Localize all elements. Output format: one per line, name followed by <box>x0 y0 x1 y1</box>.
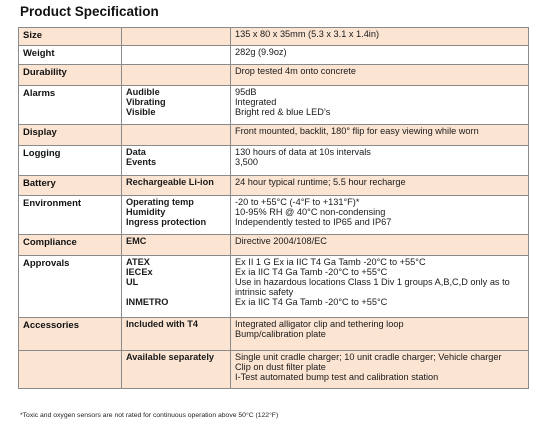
spec-values <box>231 146 529 176</box>
spec-value: -20 to +55°C (-4°F to +131°F)* <box>235 197 360 207</box>
spec-values <box>231 125 529 146</box>
spec-sublabels <box>122 318 231 351</box>
spec-values <box>231 65 529 86</box>
spec-row <box>19 125 529 146</box>
spec-label: Accessories <box>19 318 122 351</box>
spec-sublabel: Available separately <box>126 352 215 362</box>
spec-values <box>231 196 529 235</box>
spec-value: Drop tested 4m onto concrete <box>235 66 357 76</box>
spec-row <box>19 146 529 176</box>
spec-row <box>19 86 529 125</box>
spec-value: Integrated alligator clip and tethering loop <box>235 319 404 329</box>
spec-sublabels <box>122 86 231 125</box>
spec-value: 130 hours of data at 10s intervals <box>235 147 371 157</box>
spec-values <box>231 176 529 196</box>
spec-sublabels <box>122 256 231 318</box>
spec-label: Approvals <box>19 256 122 318</box>
spec-sublabel: IECEx <box>126 267 153 277</box>
spec-value: I-Test automated bump test and calibration station <box>235 372 439 382</box>
spec-values <box>231 46 529 65</box>
spec-sublabels <box>122 196 231 235</box>
footnote: *Toxic and oxygen sensors are not rated for continuous operation above 50°C (122°F) <box>20 412 279 419</box>
spec-sublabels <box>122 146 231 176</box>
spec-value: Ex ia IIC T4 Ga Tamb -20°C to +55°C <box>235 297 388 307</box>
spec-value: intrinsic safety <box>235 287 294 297</box>
spec-value: Clip on dust filter plate <box>235 362 326 372</box>
spec-row <box>19 235 529 256</box>
spec-row <box>19 256 529 318</box>
spec-value: Directive 2004/108/EC <box>235 236 327 246</box>
spec-value: Bright red & blue LED’s <box>235 107 331 117</box>
spec-value: Ex ia IIC T4 Ga Tamb -20°C to +55°C <box>235 267 388 277</box>
spec-value: Integrated <box>235 97 277 107</box>
page-title: Product Specification <box>20 4 159 19</box>
spec-sublabel: Ingress protection <box>126 217 207 227</box>
spec-sublabel: Included with T4 <box>126 319 198 329</box>
spec-label: Weight <box>19 46 122 65</box>
spec-label: Display <box>19 125 122 146</box>
spec-value: 95dB <box>235 87 257 97</box>
spec-sublabel: Operating temp <box>126 197 194 207</box>
spec-label: Battery <box>19 176 122 196</box>
spec-sublabel: Data <box>126 147 146 157</box>
spec-sublabel: EMC <box>126 236 147 246</box>
spec-value: 135 x 80 x 35mm (5.3 x 3.1 x 1.4in) <box>235 29 380 39</box>
spec-row <box>19 28 529 46</box>
spec-sublabel: Visible <box>126 107 156 117</box>
spec-label: Logging <box>19 146 122 176</box>
spec-sublabels <box>122 65 231 86</box>
spec-value: Single unit cradle charger; 10 unit cradle charger; Vehicle charger <box>235 352 502 362</box>
spec-sublabel: Audible <box>126 87 160 97</box>
spec-sublabels <box>122 46 231 65</box>
spec-row <box>19 196 529 235</box>
spec-label <box>19 351 122 389</box>
spec-label: Environment <box>19 196 122 235</box>
spec-row <box>19 46 529 65</box>
spec-values <box>231 235 529 256</box>
spec-values <box>231 256 529 318</box>
spec-sublabel <box>126 287 226 297</box>
spec-row <box>19 318 529 351</box>
spec-label: Compliance <box>19 235 122 256</box>
spec-table <box>18 27 529 389</box>
spec-label: Size <box>19 28 122 46</box>
spec-row <box>19 176 529 196</box>
spec-value: 24 hour typical runtime; 5.5 hour recharge <box>235 177 406 187</box>
spec-value: 282g (9.9oz) <box>235 47 287 57</box>
spec-sublabel: INMETRO <box>126 297 169 307</box>
spec-sublabels <box>122 28 231 46</box>
spec-sublabel: UL <box>126 277 139 287</box>
spec-row <box>19 351 529 389</box>
spec-value: Front mounted, backlit, 180° flip for easy viewing while worn <box>235 126 479 136</box>
spec-sublabel: ATEX <box>126 257 150 267</box>
spec-sublabels <box>122 351 231 389</box>
spec-value: 10-95% RH @ 40°C non-condensing <box>235 207 386 217</box>
spec-value: 3,500 <box>235 157 258 167</box>
spec-value: Ex II 1 G Ex ia IIC T4 Ga Tamb -20°C to +55°C <box>235 257 426 267</box>
spec-label: Durability <box>19 65 122 86</box>
spec-sublabel: Humidity <box>126 207 166 217</box>
spec-sublabel: Rechargeable Li-ion <box>126 177 214 187</box>
spec-sublabels <box>122 125 231 146</box>
spec-values <box>231 28 529 46</box>
spec-value: Independently tested to IP65 and IP67 <box>235 217 392 227</box>
spec-value: Bump/calibration plate <box>235 329 326 339</box>
spec-sublabel: Events <box>126 157 157 167</box>
spec-label: Alarms <box>19 86 122 125</box>
spec-sublabel: Vibrating <box>126 97 166 107</box>
spec-values <box>231 318 529 351</box>
spec-row <box>19 65 529 86</box>
spec-values <box>231 86 529 125</box>
spec-sublabels <box>122 176 231 196</box>
spec-values <box>231 351 529 389</box>
spec-value: Use in hazardous locations Class 1 Div 1 groups A,B,C,D only as to <box>235 277 510 287</box>
spec-sublabels <box>122 235 231 256</box>
